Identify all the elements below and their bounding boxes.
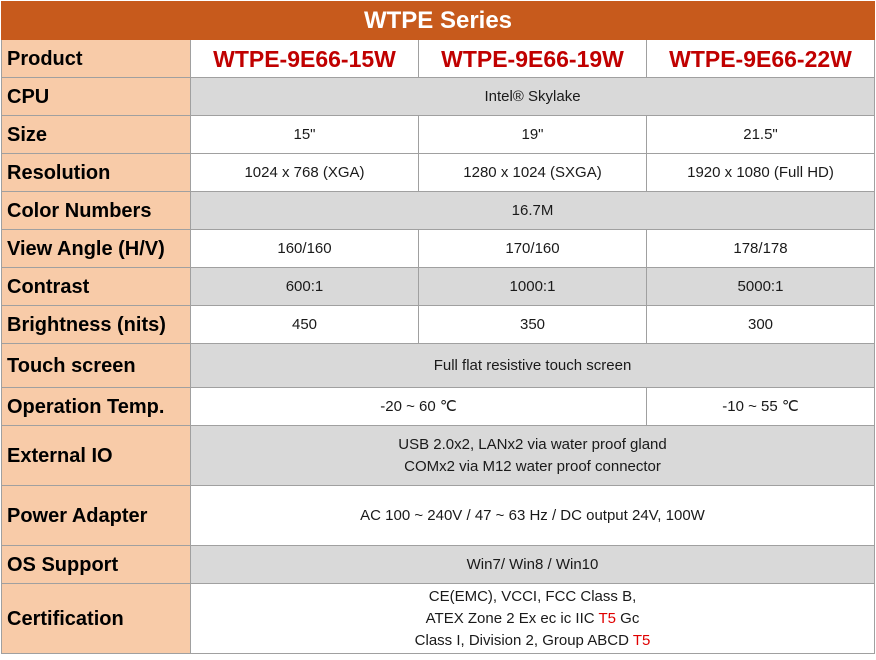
size-value: 19" (419, 116, 647, 154)
brightness-value: 300 (647, 306, 875, 344)
power-adapter-value: AC 100 ~ 240V / 47 ~ 63 Hz / DC output 24V, 100W (191, 486, 875, 546)
certification-text: Class I, Division 2, Group ABCD (414, 631, 633, 649)
series-title: WTPE Series (2, 2, 875, 40)
row-label-product: Product (2, 40, 191, 78)
certification-line (191, 608, 874, 630)
row-label-touch-screen: Touch screen (2, 344, 191, 388)
brightness-value: 350 (419, 306, 647, 344)
contrast-value: 5000:1 (647, 268, 875, 306)
spec-table (1, 1, 875, 654)
product-name: WTPE-9E66-22W (647, 40, 875, 78)
row-label-power-adapter: Power Adapter (2, 486, 191, 546)
product-name: WTPE-9E66-19W (419, 40, 647, 78)
product-name: WTPE-9E66-15W (191, 40, 419, 78)
external-io-line: COMx2 via M12 water proof connector (404, 457, 661, 475)
row-label-certification: Certification (2, 584, 191, 654)
row-label-brightness: Brightness (nits) (2, 306, 191, 344)
size-value: 21.5" (647, 116, 875, 154)
contrast-value: 600:1 (191, 268, 419, 306)
resolution-value: 1920 x 1080 (Full HD) (647, 154, 875, 192)
certification-line (191, 630, 874, 652)
temperature-class-highlight: T5 (598, 609, 617, 627)
operation-temp-value: -10 ~ 55 ℃ (647, 388, 875, 426)
external-io-value (191, 426, 875, 486)
resolution-value: 1024 x 768 (XGA) (191, 154, 419, 192)
view-angle-value: 160/160 (191, 230, 419, 268)
temperature-class-highlight: T5 (632, 631, 651, 649)
row-label-os-support: OS Support (2, 546, 191, 584)
view-angle-value: 178/178 (647, 230, 875, 268)
spec-table-wrapper (1, 1, 875, 654)
cpu-value: Intel® Skylake (191, 78, 875, 116)
operation-temp-value: -20 ~ 60 ℃ (191, 388, 647, 426)
os-support-value: Win7/ Win8 / Win10 (191, 546, 875, 584)
size-value: 15" (191, 116, 419, 154)
row-label-resolution: Resolution (2, 154, 191, 192)
certification-value (191, 584, 875, 654)
row-label-view-angle: View Angle (H/V) (2, 230, 191, 268)
row-label-contrast: Contrast (2, 268, 191, 306)
external-io-line: USB 2.0x2, LANx2 via water proof gland (398, 435, 667, 453)
row-label-cpu: CPU (2, 78, 191, 116)
row-label-operation-temp: Operation Temp. (2, 388, 191, 426)
certification-line: CE(EMC), VCCI, FCC Class B, (428, 587, 637, 605)
contrast-value: 1000:1 (419, 268, 647, 306)
brightness-value: 450 (191, 306, 419, 344)
view-angle-value: 170/160 (419, 230, 647, 268)
row-label-color-numbers: Color Numbers (2, 192, 191, 230)
color-numbers-value: 16.7M (191, 192, 875, 230)
certification-text: ATEX Zone 2 Ex ec ic IIC (425, 609, 599, 627)
row-label-external-io: External IO (2, 426, 191, 486)
resolution-value: 1280 x 1024 (SXGA) (419, 154, 647, 192)
touch-screen-value: Full flat resistive touch screen (191, 344, 875, 388)
row-label-size: Size (2, 116, 191, 154)
certification-text: Gc (616, 609, 640, 627)
